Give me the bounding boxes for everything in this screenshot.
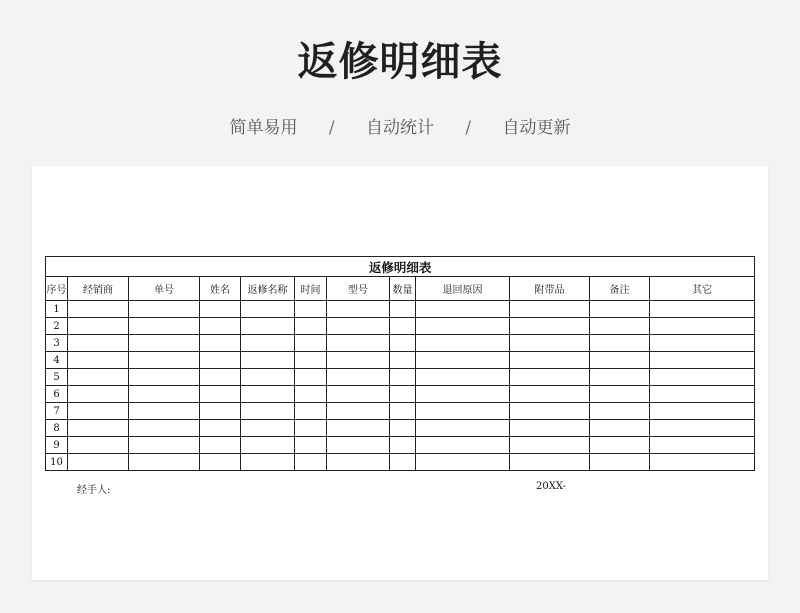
table-cell[interactable]	[327, 301, 390, 318]
row-number: 7	[46, 403, 68, 420]
table-cell[interactable]	[510, 403, 590, 420]
table-cell[interactable]	[295, 437, 327, 454]
column-header: 返修名称	[241, 277, 295, 301]
table-cell[interactable]	[510, 318, 590, 335]
table-cell[interactable]	[416, 318, 510, 335]
table-cell[interactable]	[68, 352, 129, 369]
table-cell[interactable]	[241, 437, 295, 454]
table-cell[interactable]	[295, 420, 327, 437]
table-cell[interactable]	[416, 454, 510, 471]
table-cell[interactable]	[327, 386, 390, 403]
date-label: 20XX-	[536, 481, 566, 492]
table-cell[interactable]	[590, 403, 650, 420]
table-cell[interactable]	[68, 335, 129, 352]
table-cell[interactable]	[200, 301, 241, 318]
tagline-separator: /	[465, 118, 472, 138]
table-cell[interactable]	[68, 454, 129, 471]
row-number: 6	[46, 386, 68, 403]
table-cell[interactable]	[129, 369, 200, 386]
table-cell[interactable]	[68, 318, 129, 335]
table-cell[interactable]	[510, 335, 590, 352]
table-cell[interactable]	[129, 352, 200, 369]
table-cell[interactable]	[650, 369, 755, 386]
table-cell[interactable]	[129, 386, 200, 403]
table-cell[interactable]	[129, 301, 200, 318]
table-row	[46, 352, 755, 369]
table-cell[interactable]	[416, 386, 510, 403]
table-cell[interactable]	[510, 420, 590, 437]
table-cell[interactable]	[200, 369, 241, 386]
table-cell[interactable]	[650, 437, 755, 454]
table-cell[interactable]	[590, 369, 650, 386]
table-cell[interactable]	[295, 403, 327, 420]
table-cell[interactable]	[590, 301, 650, 318]
column-header: 序号	[46, 277, 68, 301]
table-cell[interactable]	[327, 318, 390, 335]
row-number: 5	[46, 369, 68, 386]
table-cell[interactable]	[295, 335, 327, 352]
table-cell[interactable]	[241, 369, 295, 386]
table-cell[interactable]	[129, 335, 200, 352]
table-cell[interactable]	[510, 437, 590, 454]
table-cell[interactable]	[241, 335, 295, 352]
table-cell[interactable]	[416, 369, 510, 386]
table-cell[interactable]	[295, 301, 327, 318]
table-cell[interactable]	[200, 386, 241, 403]
table-cell[interactable]	[295, 318, 327, 335]
table-cell[interactable]	[590, 454, 650, 471]
table-cell[interactable]	[200, 403, 241, 420]
table-cell[interactable]	[390, 301, 416, 318]
table-cell[interactable]	[390, 369, 416, 386]
table-cell[interactable]	[68, 301, 129, 318]
row-number: 8	[46, 420, 68, 437]
table-cell[interactable]	[295, 386, 327, 403]
table-cell[interactable]	[241, 386, 295, 403]
table-cell[interactable]	[327, 420, 390, 437]
table-header-row	[46, 277, 755, 301]
table-cell[interactable]	[416, 420, 510, 437]
row-number: 4	[46, 352, 68, 369]
table-cell[interactable]	[390, 403, 416, 420]
table-row	[46, 318, 755, 335]
table-cell[interactable]	[241, 454, 295, 471]
table-cell[interactable]	[200, 454, 241, 471]
column-header: 型号	[327, 277, 390, 301]
table-cell[interactable]	[590, 386, 650, 403]
table-cell[interactable]	[590, 335, 650, 352]
table-row	[46, 301, 755, 318]
repair-detail-table	[45, 256, 755, 471]
table-row	[46, 437, 755, 454]
table-cell[interactable]	[390, 335, 416, 352]
table-cell[interactable]	[200, 420, 241, 437]
table-row	[46, 386, 755, 403]
table-row	[46, 420, 755, 437]
table-cell[interactable]	[129, 420, 200, 437]
row-number: 9	[46, 437, 68, 454]
table-title: 返修明细表	[46, 257, 755, 277]
table-cell[interactable]	[200, 318, 241, 335]
tagline-item-auto-stats: 自动统计	[366, 118, 434, 138]
table-cell[interactable]	[295, 369, 327, 386]
table-cell[interactable]	[390, 352, 416, 369]
table-cell[interactable]	[510, 301, 590, 318]
column-header: 退回原因	[416, 277, 510, 301]
column-header: 单号	[129, 277, 200, 301]
table-cell[interactable]	[68, 386, 129, 403]
table-cell[interactable]	[241, 301, 295, 318]
row-number: 3	[46, 335, 68, 352]
column-header: 时间	[295, 277, 327, 301]
table-cell[interactable]	[390, 420, 416, 437]
table-cell[interactable]	[390, 437, 416, 454]
table-cell[interactable]	[129, 454, 200, 471]
table-cell[interactable]	[68, 369, 129, 386]
table-cell[interactable]	[200, 335, 241, 352]
table-cell[interactable]	[327, 403, 390, 420]
tagline	[0, 113, 800, 138]
table-cell[interactable]	[327, 437, 390, 454]
table-cell[interactable]	[241, 352, 295, 369]
table-cell[interactable]	[390, 454, 416, 471]
table-cell[interactable]	[129, 403, 200, 420]
table-cell[interactable]	[129, 318, 200, 335]
column-header: 其它	[650, 277, 755, 301]
table-body	[46, 301, 755, 471]
table-cell[interactable]	[68, 420, 129, 437]
table-cell[interactable]	[416, 437, 510, 454]
table-cell[interactable]	[650, 352, 755, 369]
table-cell[interactable]	[129, 437, 200, 454]
table-cell[interactable]	[68, 437, 129, 454]
table-cell[interactable]	[241, 420, 295, 437]
table-cell[interactable]	[590, 437, 650, 454]
table-cell[interactable]	[510, 352, 590, 369]
table-cell[interactable]	[327, 335, 390, 352]
table-cell[interactable]	[650, 403, 755, 420]
table-cell[interactable]	[241, 403, 295, 420]
table-cell[interactable]	[416, 352, 510, 369]
table-cell[interactable]	[241, 318, 295, 335]
table-cell[interactable]	[416, 301, 510, 318]
table-cell[interactable]	[510, 369, 590, 386]
table-cell[interactable]	[327, 352, 390, 369]
table-cell[interactable]	[650, 335, 755, 352]
table-row	[46, 403, 755, 420]
column-header: 数量	[390, 277, 416, 301]
table-cell[interactable]	[650, 420, 755, 437]
page-headline: 返修明细表	[297, 39, 503, 85]
handler-label: 经手人:	[77, 485, 111, 496]
column-header: 附带品	[510, 277, 590, 301]
table-cell[interactable]	[650, 386, 755, 403]
table-cell[interactable]	[390, 318, 416, 335]
table-cell[interactable]	[200, 437, 241, 454]
table-row	[46, 454, 755, 471]
table-cell[interactable]	[510, 386, 590, 403]
column-header: 经销商	[68, 277, 129, 301]
tagline-separator: /	[328, 118, 335, 138]
table-cell[interactable]	[416, 335, 510, 352]
table-cell[interactable]	[650, 301, 755, 318]
tagline-item-auto-update: 自动更新	[502, 118, 571, 138]
table-cell[interactable]	[650, 454, 755, 471]
spreadsheet-preview	[32, 166, 768, 580]
column-header: 备注	[590, 277, 650, 301]
table-cell[interactable]	[295, 352, 327, 369]
column-header: 姓名	[200, 277, 241, 301]
table-cell[interactable]	[327, 454, 390, 471]
tagline-item-easy: 简单易用	[229, 118, 298, 138]
table-cell[interactable]	[590, 352, 650, 369]
table-cell[interactable]	[590, 420, 650, 437]
row-number: 2	[46, 318, 68, 335]
row-number: 10	[46, 454, 68, 471]
table-cell[interactable]	[295, 454, 327, 471]
table-cell[interactable]	[510, 454, 590, 471]
table-cell[interactable]	[68, 403, 129, 420]
table-row	[46, 335, 755, 352]
row-number: 1	[46, 301, 68, 318]
table-row	[46, 369, 755, 386]
table-cell[interactable]	[416, 403, 510, 420]
table-cell[interactable]	[650, 318, 755, 335]
table-cell[interactable]	[590, 318, 650, 335]
table-cell[interactable]	[327, 369, 390, 386]
table-cell[interactable]	[390, 386, 416, 403]
table-cell[interactable]	[200, 352, 241, 369]
